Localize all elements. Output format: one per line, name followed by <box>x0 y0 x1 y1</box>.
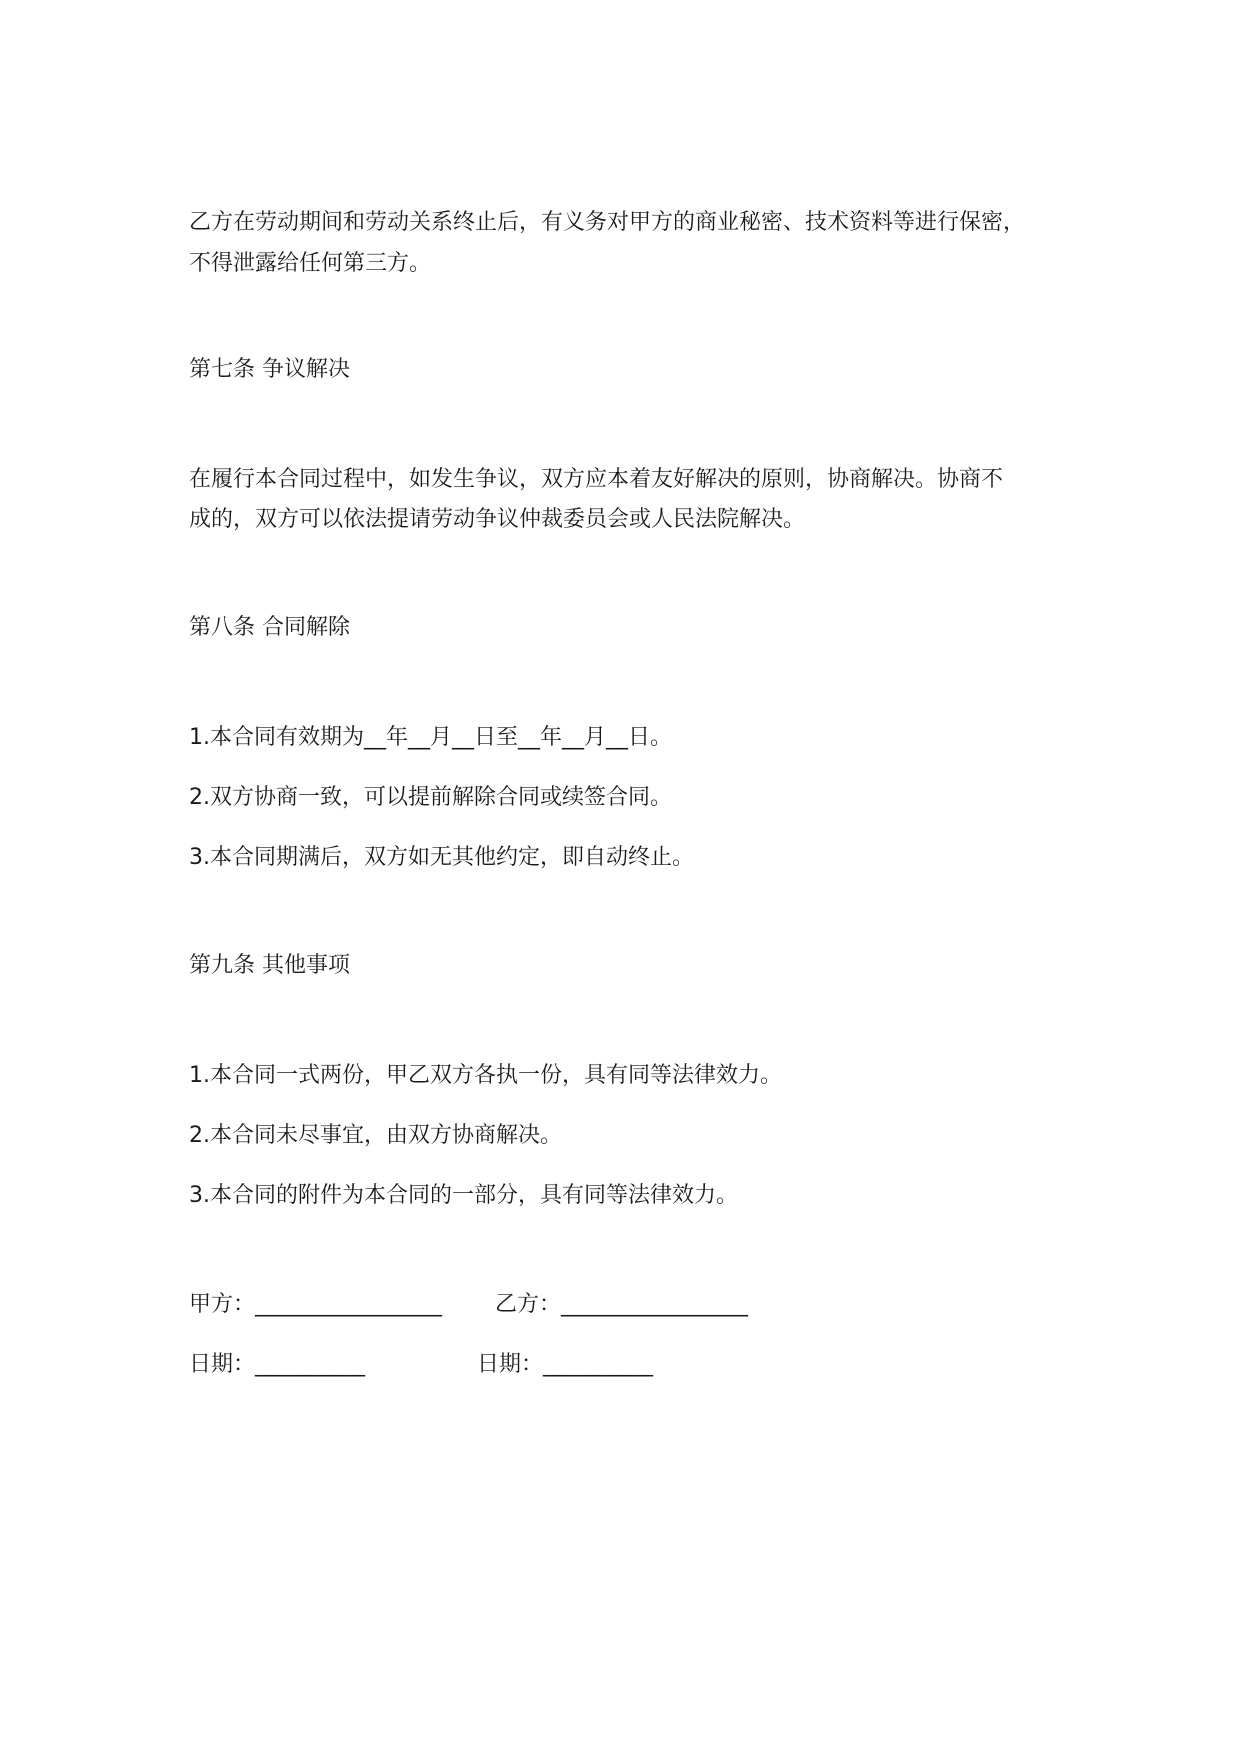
party-a-signature: 甲方：_________________ <box>189 1292 443 1317</box>
party-b-date: 日期：__________ <box>477 1352 654 1377</box>
article-7-heading: 第七条 争议解决 <box>189 357 350 382</box>
article-9-item-2: 2.本合同未尽事宜，由双方协商解决。 <box>189 1123 562 1148</box>
article-8-item-1: 1.本合同有效期为__年__月__日至__年__月__日。 <box>189 725 672 750</box>
article-8-heading: 第八条 合同解除 <box>189 615 350 640</box>
article-9-item-3: 3.本合同的附件为本合同的一部分，具有同等法律效力。 <box>189 1183 738 1208</box>
party-a-date: 日期：__________ <box>189 1352 366 1377</box>
article-7-line-1: 在履行本合同过程中，如发生争议，双方应本着友好解决的原则，协商解决。协商不 <box>189 467 1004 492</box>
confidentiality-line-1: 乙方在劳动期间和劳动关系终止后，有义务对甲方的商业秘密、技术资料等进行保密， <box>189 210 1026 235</box>
party-b-signature: 乙方：_________________ <box>495 1292 749 1317</box>
article-7-line-2: 成的，双方可以依法提请劳动争议仲裁委员会或人民法院解决。 <box>189 507 806 532</box>
article-9-heading: 第九条 其他事项 <box>189 953 350 978</box>
article-8-item-2: 2.双方协商一致，可以提前解除合同或续签合同。 <box>189 785 672 810</box>
article-8-item-3: 3.本合同期满后，双方如无其他约定，即自动终止。 <box>189 845 694 870</box>
article-9-item-1: 1.本合同一式两份，甲乙双方各执一份，具有同等法律效力。 <box>189 1063 782 1088</box>
confidentiality-line-2: 不得泄露给任何第三方。 <box>189 251 432 276</box>
